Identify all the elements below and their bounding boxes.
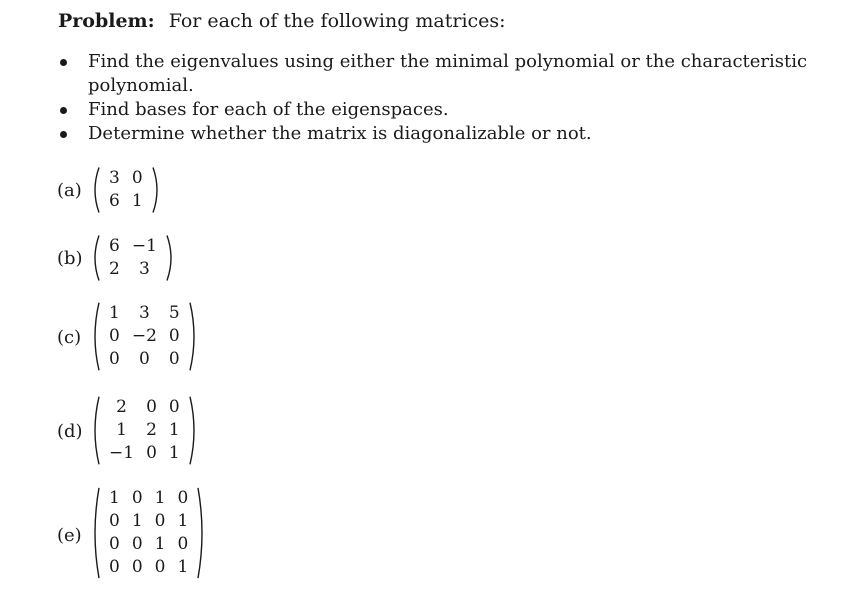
left-paren (90, 487, 101, 579)
matrix-b-grid (101, 235, 165, 281)
matrix-cell: 1 (168, 443, 180, 463)
matrix-cell: 1 (177, 511, 189, 531)
matrix-cell: 0 (131, 557, 143, 577)
matrix-e (90, 487, 207, 579)
matrix-cell: 1 (154, 488, 166, 508)
matrix-cell: 0 (131, 488, 143, 508)
matrix-c (90, 302, 199, 371)
matrix-cell: 0 (177, 534, 189, 554)
matrix-cell: 1 (109, 488, 120, 508)
problem-heading (58, 9, 506, 33)
matrix-cell: 0 (131, 168, 143, 188)
matrix-d-grid (101, 396, 188, 465)
matrix-a-grid (101, 167, 151, 213)
matrix-cell: 3 (109, 168, 120, 188)
matrix-cell: 0 (109, 534, 120, 554)
matrix-cell: 0 (109, 326, 120, 346)
matrix-cell: 0 (154, 557, 166, 577)
matrix-cell: 0 (177, 488, 189, 508)
left-paren (90, 396, 101, 465)
matrix-a-label: (a) (57, 180, 82, 201)
task-item: Determine whether the matrix is diagonalizable or not. (58, 122, 818, 146)
right-paren (196, 487, 207, 579)
matrix-cell: 0 (131, 534, 143, 554)
matrix-cell: 5 (168, 303, 180, 323)
matrix-cell: 6 (109, 191, 120, 211)
matrix-cell: 1 (154, 534, 166, 554)
problem-intro: For each of the following matrices: (168, 10, 506, 32)
matrix-cell: −1 (131, 236, 157, 256)
right-paren (165, 235, 176, 281)
left-paren (90, 167, 101, 213)
bullet-icon (60, 59, 67, 66)
matrix-a (90, 167, 162, 213)
matrix-cell: 0 (146, 397, 157, 417)
matrix-cell: 0 (168, 349, 180, 369)
matrix-cell: 6 (109, 236, 120, 256)
right-paren (188, 302, 199, 371)
matrix-cell: 2 (146, 420, 157, 440)
matrix-cell: 2 (116, 397, 127, 417)
matrix-cell: −2 (131, 326, 157, 346)
left-paren (90, 235, 101, 281)
matrix-cell: 0 (109, 511, 120, 531)
matrix-cell: 1 (177, 557, 189, 577)
matrix-cell: 3 (138, 303, 150, 323)
matrix-cell: 2 (109, 259, 120, 279)
matrix-d-label: (d) (57, 421, 83, 442)
matrix-e-label: (e) (57, 525, 82, 546)
matrix-c-label: (c) (57, 327, 82, 348)
task-list (58, 50, 818, 146)
matrix-cell: 1 (131, 191, 143, 211)
right-paren (151, 167, 162, 213)
matrix-cell: 0 (146, 443, 157, 463)
matrix-e-grid (101, 487, 196, 579)
matrix-cell: 0 (109, 557, 120, 577)
bullet-icon (60, 107, 67, 114)
matrix-cell: 1 (109, 303, 120, 323)
task-item: Find bases for each of the eigenspaces. (58, 98, 818, 122)
matrix-c-grid (101, 302, 188, 371)
matrix-cell: 1 (131, 511, 143, 531)
matrix-cell: 0 (138, 349, 150, 369)
right-paren (188, 396, 199, 465)
matrix-cell: 3 (138, 259, 150, 279)
matrix-d (90, 396, 199, 465)
matrix-cell: 0 (168, 397, 180, 417)
problem-label: Problem: (58, 10, 155, 32)
matrix-b-label: (b) (57, 248, 83, 269)
matrix-cell: 0 (168, 326, 180, 346)
task-item: Find the eigenvalues using either the minimal polynomial or the characteristic polynomial. (58, 50, 818, 98)
matrix-cell: 0 (154, 511, 166, 531)
matrix-cell: 0 (109, 349, 120, 369)
matrix-cell: 1 (116, 420, 127, 440)
matrix-cell: −1 (109, 443, 135, 463)
matrix-cell: 1 (168, 420, 180, 440)
matrix-b (90, 235, 176, 281)
bullet-icon (60, 131, 67, 138)
left-paren (90, 302, 101, 371)
